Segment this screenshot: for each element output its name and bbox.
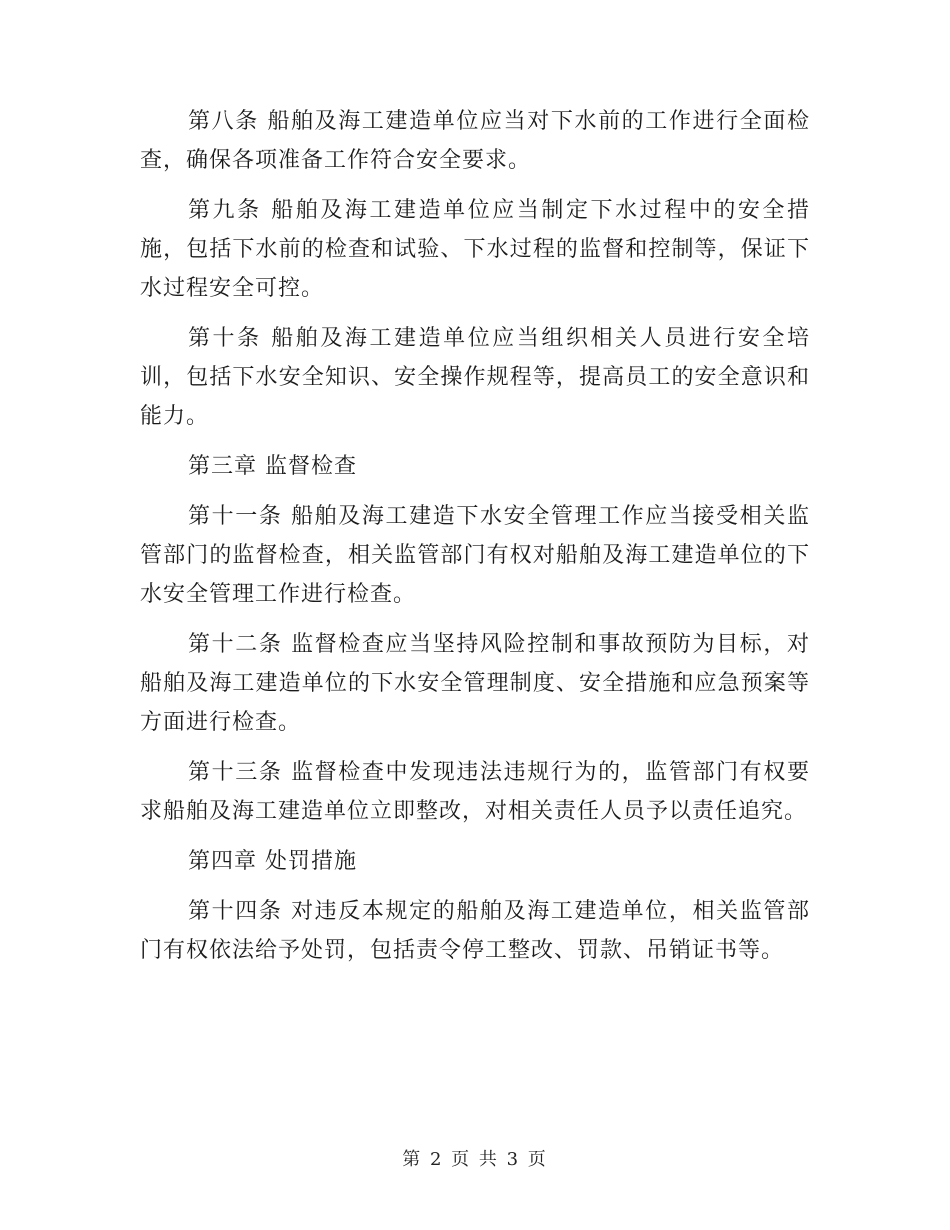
document-body: [140, 102, 810, 981]
article-9: 第九条 船舶及海工建造单位应当制定下水过程中的安全措施，包括下水前的检查和试验、下水过程的监督和控制等，保证下水过程安全可控。: [140, 198, 810, 301]
article-14: 第十四条 对违反本规定的船舶及海工建造单位，相关监管部门有权依法给予处罚，包括责令停工整改、罚款、吊销证书等。: [140, 899, 810, 963]
article-10: 第十条 船舶及海工建造单位应当组织相关人员进行安全培训，包括下水安全知识、安全操作规程等，提高员工的安全意识和能力。: [140, 326, 810, 429]
chapter-3-heading: 第三章 监督检查: [188, 454, 357, 479]
article-11: 第十一条 船舶及海工建造下水安全管理工作应当接受相关监管部门的监督检查，相关监管部门有权对船舶及海工建造单位的下水安全管理工作进行检查。: [140, 504, 810, 607]
article-8: 第八条 船舶及海工建造单位应当对下水前的工作进行全面检查，确保各项准备工作符合安全要求。: [140, 109, 810, 173]
article-13: 第十三条 监督检查中发现违法违规行为的，监管部门有权要求船舶及海工建造单位立即整改，对相关责任人员予以责任追究。: [140, 760, 810, 824]
chapter-4-heading: 第四章 处罚措施: [188, 849, 357, 874]
article-12: 第十二条 监督检查应当坚持风险控制和事故预防为目标，对船舶及海工建造单位的下水安全管理制度、安全措施和应急预案等方面进行检查。: [140, 632, 810, 735]
page-number-footer: 第 2 页 共 3 页: [402, 1149, 548, 1170]
